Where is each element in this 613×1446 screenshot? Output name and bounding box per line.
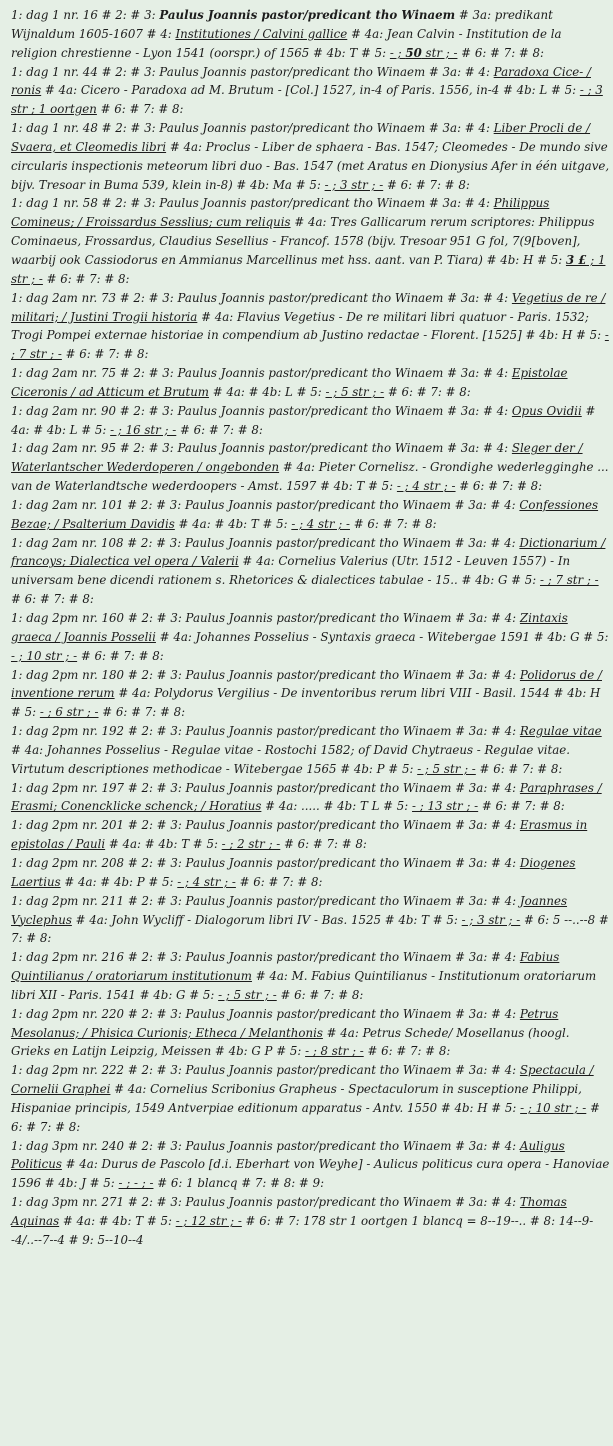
- record-underlined-text: - ; - ; -: [118, 1176, 154, 1191]
- record-underlined-text: - ; 7 str ; -: [11, 328, 609, 362]
- record-entry: [11, 854, 611, 892]
- record-text: 1: dag 2pm nr. 160 # 2: # 3: Paulus Joannis pastor/predicant tho Winaem # 3a: # 4:: [11, 611, 520, 625]
- record-text: # 6: 1 blancq # 7: # 8: # 9:: [153, 1176, 325, 1191]
- record-text: 1: dag 2pm nr. 222 # 2: # 3: Paulus Joannis pastor/predicant tho Winaem # 3a: # 4:: [11, 1063, 520, 1078]
- record-text: # 6: # 7: # 8:: [280, 837, 367, 852]
- record-text: 1: dag 2pm nr. 208 # 2: # 3: Paulus Joannis pastor/predicant tho Winaem # 3a: # 4:: [11, 855, 520, 870]
- record-underlined-text: - ; 3 str ; -: [324, 177, 384, 192]
- record-underlined-text: ; 1 str ; -: [11, 252, 606, 286]
- record-underlined-text: Polidorus de / inventione rerum: [11, 667, 602, 701]
- record-underlined-text: - ; 13 str ; -: [412, 799, 479, 814]
- record-underlined-text: Thomas Aquinas: [11, 1195, 567, 1228]
- record-text: # 4a: Cornelius Valerius (Utr. 1512 - Leuven 1557) - In universam bene dicendi rationem s. Rhetorices & dialectices tabulae - 15.. # 4b: G # 5:: [11, 554, 571, 588]
- record-underlined-text: Regulae vitae: [519, 724, 602, 739]
- record-underlined-text: - ; 2 str ; -: [221, 837, 281, 852]
- record-underlined-text: Institutiones / Calvini gallice: [175, 26, 348, 41]
- record-underlined-text: - ; 10 str ; -: [11, 648, 78, 663]
- record-text: 1: dag 2pm nr. 220 # 2: # 3: Paulus Joannis pastor/predicant tho Winaem # 3a: # 4:: [11, 1006, 520, 1021]
- record-underlined-text: - ; 6 str ; -: [39, 705, 99, 720]
- record-underlined-text: Zintaxis graeca / Joannis Posselii: [11, 611, 568, 644]
- record-text: # 4a: M. Fabius Quintilianus - Institutionum oratoriarum libri XII - Paris. 1541 # 4b: G # 5:: [11, 969, 597, 1002]
- record-text: # 6: # 7: # 8:: [235, 874, 323, 889]
- record-text: # 6: # 7: # 8:: [77, 648, 164, 663]
- record-entry: [11, 666, 611, 723]
- record-text: # 4a: ..... # 4b: T L # 5:: [261, 799, 413, 814]
- record-text: # 4a: Durus de Pascolo [d.i. Eberhart von Weyhe] - Aulicus politicus cura opera - Hanoviae 1596 # 4b: J # 5:: [11, 1157, 610, 1191]
- record-underlined-text: - ; 5 str ; -: [325, 384, 385, 399]
- record-underlined-text: - ; 16 str ; -: [110, 422, 177, 437]
- record-underlined-text: 50: [405, 45, 422, 60]
- record-underlined-text: Opus Ovidii: [511, 403, 582, 418]
- record-text: 1: dag 1 nr. 48 # 2: # 3: Paulus Joannis pastor/predicant tho Winaem # 3a: # 4:: [11, 121, 494, 136]
- record-underlined-text: Erasmus in epistolas / Pauli: [11, 818, 588, 852]
- record-text: # 6: # 7: # 8:: [276, 987, 364, 1002]
- record-entry: [11, 1137, 611, 1194]
- record-underlined-text: - ; 5 str ; -: [218, 987, 277, 1002]
- record-text: # 6: # 7: # 8:: [42, 271, 130, 286]
- record-entry: [11, 816, 611, 854]
- record-entry: [11, 1193, 611, 1250]
- record-text: 1: dag 1 nr. 44 # 2: # 3: Paulus Joannis pastor/predicant tho Winaem # 3a: # 4:: [11, 64, 494, 79]
- record-text: # 6: # 7: # 8:: [98, 705, 186, 720]
- record-text: # 4a: Tres Gallicarum rerum scriptores: Philippus Cominaeus, Frossardus, Claudius Sesellius - Francof. 1578 (bijv. Tresoar 951 G fol, 7(9[boven], waarbij ook Cassiodorus en Ammianus Marcellinus met hss. aant. van P. Tiara) # 4b: H # 5:: [11, 215, 595, 267]
- record-text: Paulus Joannis pastor/predicant tho Winaem: [159, 8, 456, 22]
- record-text: 1: dag 2pm nr. 192 # 2: # 3: Paulus Joannis pastor/predicant tho Winaem # 3a: # 4:: [11, 724, 520, 739]
- record-entry: [11, 402, 611, 440]
- record-underlined-text: - ; 5 str ; -: [417, 761, 476, 776]
- record-underlined-text: - ; 12 str ; -: [175, 1214, 242, 1228]
- record-text: # 6: # 7: # 8:: [383, 177, 470, 192]
- record-underlined-text: - ; 10 str ; -: [520, 1100, 587, 1115]
- record-text: 1: dag 2am nr. 75 # 2: # 3: Paulus Joannis pastor/predicant tho Winaem # 3a: # 4:: [11, 366, 512, 381]
- record-entry: [11, 609, 611, 666]
- record-entry: [11, 364, 611, 402]
- record-underlined-text: Diogenes Laertius: [11, 855, 576, 889]
- record-text: # 6: # 7: # 8:: [61, 347, 149, 362]
- record-underlined-text: str ; -: [421, 45, 458, 60]
- record-entry: [11, 63, 611, 120]
- record-text: # 4a: # 4b: L # 5:: [208, 384, 326, 399]
- record-text: # 6: # 7: # 8:: [457, 45, 545, 60]
- record-text: # 6: # 7: # 8:: [349, 516, 437, 531]
- record-underlined-text: - ; 4 str ; -: [291, 516, 350, 531]
- record-entry: [11, 439, 611, 496]
- record-text: # 6: # 7: # 8:: [176, 422, 263, 437]
- record-underlined-text: Fabius Quintilianus / oratoriarum institutionum: [11, 950, 560, 984]
- record-underlined-text: Vegetius de re / militari; / Justini Trogii historia: [11, 290, 606, 324]
- record-underlined-text: - ; 7 str ; -: [539, 573, 599, 588]
- record-text: 1: dag 2am nr. 101 # 2: # 3: Paulus Joannis pastor/predicant tho Winaem # 3a: # 4:: [11, 497, 520, 512]
- record-text: 1: dag 2pm nr. 216 # 2: # 3: Paulus Joannis pastor/predicant tho Winaem # 3a: # 4:: [11, 950, 520, 965]
- record-text: # 4a: # 4b: T # 5:: [105, 837, 222, 852]
- record-underlined-text: Paradoxa Cice- / ronis: [11, 64, 591, 98]
- record-text: # 4a: Petrus Schede/ Mosellanus (hoogl. Grieks en Latijn Leipzig, Meissen # 4b: G P # 5:: [11, 1025, 570, 1059]
- record-text: # 4a: # 4b: T # 5:: [174, 516, 292, 531]
- record-underlined-text: Auligus Politicus: [11, 1138, 565, 1172]
- record-text: 1: dag 3pm nr. 271 # 2: # 3: Paulus Joannis pastor/predicant tho Winaem # 3a: # 4:: [11, 1195, 520, 1210]
- record-text: # 4a: Polydorus Vergilius - De inventoribus rerum libri VIII - Basil. 1544 # 4b: H # 5:: [11, 686, 601, 720]
- record-text: 1: dag 3pm nr. 240 # 2: # 3: Paulus Joannis pastor/predicant tho Winaem # 3a: # 4:: [11, 1138, 520, 1153]
- record-text: 1: dag 2pm nr. 211 # 2: # 3: Paulus Joannis pastor/predicant tho Winaem # 3a: # 4:: [11, 893, 520, 908]
- record-text: # 6: # 7: # 8:: [11, 1100, 600, 1134]
- record-text: # 6: # 7: 178 str 1 oortgen 1 blancq = 8--19--.. # 8: 14--9--4/..--7--4 # 9: 5--10--4: [11, 1214, 594, 1247]
- record-text: 1: dag 2am nr. 108 # 2: # 3: Paulus Joannis pastor/predicant tho Winaem # 3a: # 4:: [11, 535, 520, 550]
- record-entry: [11, 1005, 611, 1062]
- record-entry: [11, 194, 611, 288]
- record-underlined-text: - ; 3 str ; -: [461, 912, 521, 927]
- record-text: # 6: # 7: # 8:: [455, 479, 543, 494]
- record-text: # 6: # 7: # 8:: [384, 384, 471, 399]
- record-underlined-text: Epistolae Ciceronis / ad Atticum et Brutum: [11, 366, 568, 399]
- record-text: # 6: # 7: # 8:: [363, 1044, 451, 1059]
- record-text: 1: dag 1 nr. 16 # 2: # 3:: [11, 8, 160, 22]
- record-entry: [11, 496, 611, 534]
- record-underlined-text: - ;: [389, 45, 406, 60]
- record-text: # 4a: Proclus - Liber de sphaera - Bas. 1547; Cleomedes - De mundo sive circularis inspectionis meteorum libri duo - Bas. 1547 (met Aratus en Dionysius Afer in één uitgave, bijv. Tresoar in Buma 539, klein in-8) # 4b: Ma # 5:: [11, 139, 610, 192]
- record-entry: [11, 6, 611, 63]
- record-text: 1: dag 2am nr. 73 # 2: # 3: Paulus Joannis pastor/predicant tho Winaem # 3a: # 4:: [11, 290, 512, 305]
- record-text: 1: dag 2am nr. 95 # 2: # 3: Paulus Joannis pastor/predicant tho Winaem # 3a: # 4:: [11, 441, 512, 456]
- record-text: # 6: # 7: # 8:: [478, 799, 565, 814]
- record-text: # 6: # 7: # 8:: [475, 761, 563, 776]
- record-underlined-text: Paraphrases / Erasmi; Conencklicke schenck; / Horatius: [11, 780, 602, 814]
- record-text: # 4a: Flavius Vegetius - De re militari libri quatuor - Paris. 1532; Trogi Pompei externae historiae in compendium ab Justino redactae - Florent. [1525] # 4b: H # 5:: [11, 309, 605, 343]
- record-underlined-text: Joannes Vyclephus: [11, 893, 568, 927]
- record-underlined-text: - ; 8 str ; -: [305, 1044, 364, 1059]
- record-text: 1: dag 2pm nr. 197 # 2: # 3: Paulus Joannis pastor/predicant tho Winaem # 3a: # 4:: [11, 780, 520, 795]
- record-underlined-text: Liber Procli de / Svaera, et Cleomedis libri: [11, 121, 591, 154]
- record-underlined-text: - ; 4 str ; -: [396, 479, 456, 494]
- record-text: # 4a: Jean Calvin - Institution de la religion chrestienne - Lyon 1541 (oorspr.) of 1565 # 4b: T # 5:: [11, 26, 562, 60]
- record-underlined-text: Philippus Comineus; / Froissardus Sesslius; cum reliquis: [11, 196, 550, 230]
- record-underlined-text: Spectacula / Cornelii Graphei: [11, 1063, 594, 1097]
- record-entry: [11, 892, 611, 949]
- record-text: 1: dag 1 nr. 58 # 2: # 3: Paulus Joannis pastor/predicant tho Winaem # 3a: # 4:: [11, 196, 494, 211]
- record-text: # 6: # 7: # 8:: [11, 592, 94, 607]
- record-text: # 6: # 7: # 8:: [96, 102, 184, 117]
- record-text: # 4a: Cicero - Paradoxa ad M. Brutum - [Col.] 1527, in-4 of Paris. 1556, in-4 # 4b: L # 5:: [41, 83, 580, 98]
- record-text: # 4a: Johannes Posselius - Regulae vitae - Rostochi 1582; of David Chytraeus - Regulae vitae. Virtutum descriptiones methodicae - Witebergae 1565 # 4b: P # 5:: [11, 742, 571, 776]
- record-text: 1: dag 2pm nr. 201 # 2: # 3: Paulus Joannis pastor/predicant tho Winaem # 3a: # 4:: [11, 818, 520, 833]
- record-underlined-text: Dictionarium / francoys; Dialectica vel opera / Valerii: [11, 535, 606, 569]
- record-underlined-text: Petrus Mesolanus; / Phisica Curionis; Etheca / Melanthonis: [11, 1006, 559, 1040]
- record-entry: [11, 289, 611, 364]
- record-underlined-text: - ; 3 str ; 1 oortgen: [11, 83, 603, 117]
- record-entry: [11, 722, 611, 779]
- record-text: # 3a: predikant Wijnaldum 1605-1607 # 4:: [11, 8, 553, 41]
- record-entry: [11, 534, 611, 609]
- record-underlined-text: - ; 4 str ; -: [177, 874, 236, 889]
- record-entry: [11, 1061, 611, 1136]
- record-text: # 4a: Pieter Cornelisz. - Grondighe wederlegginghe ... van de Waterlandtsche wederdoopers - Amst. 1597 # 4b: T # 5:: [11, 460, 609, 494]
- record-text: # 4a: # 4b: T # 5:: [59, 1214, 176, 1228]
- record-text: 1: dag 2am nr. 90 # 2: # 3: Paulus Joannis pastor/predicant tho Winaem # 3a: # 4:: [11, 403, 512, 418]
- record-entry: [11, 948, 611, 1005]
- record-entry: [11, 779, 611, 817]
- record-underlined-text: Sleger der / Waterlantscher Wederdoperen / ongebonden: [11, 441, 583, 475]
- record-underlined-text: 3 £: [565, 252, 587, 267]
- record-text: # 4a: # 4b: P # 5:: [60, 874, 178, 889]
- record-text: # 6: 5 --..--8 # 7: # 8:: [11, 912, 609, 946]
- record-entry: [11, 119, 611, 194]
- record-text: # 4a: # 4b: L # 5:: [11, 403, 596, 437]
- record-underlined-text: Confessiones Bezae; / Psalterium Davidis: [11, 497, 599, 531]
- record-text: 1: dag 2pm nr. 180 # 2: # 3: Paulus Joannis pastor/predicant tho Winaem # 3a: # 4:: [11, 667, 520, 682]
- record-text: # 4a: Johannes Posselius - Syntaxis graeca - Witebergae 1591 # 4b: G # 5:: [155, 629, 609, 644]
- record-text: # 4a: Cornelius Scribonius Grapheus - Spectaculorum in susceptione Philippi, Hispaniae principis, 1549 Antverpiae editionum apparatus - Antv. 1550 # 4b: H # 5:: [11, 1082, 582, 1115]
- record-text: # 4a: John Wycliff - Dialogorum libri IV - Bas. 1525 # 4b: T # 5:: [71, 912, 462, 927]
